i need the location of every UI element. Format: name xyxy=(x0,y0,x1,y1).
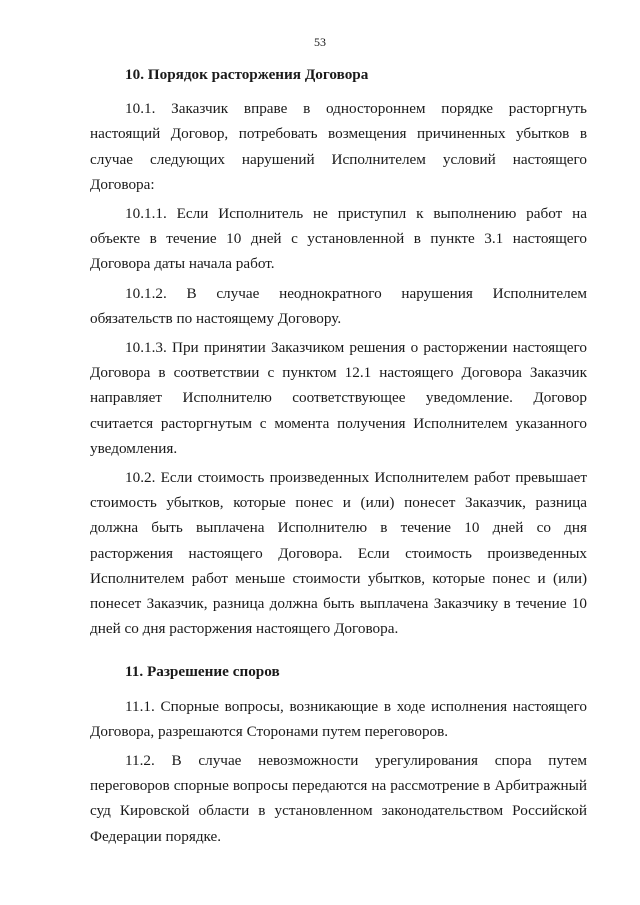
paragraph-11-1: 11.1. Спорные вопросы, возникающие в ходе исполнения настоящего Договора, разрешаются Сторонами путем переговоров. xyxy=(90,697,587,740)
paragraph-10-1-2: 10.1.2. В случае неоднократного нарушения Исполнителем обязательств по настоящему Договору. xyxy=(90,284,587,327)
paragraph-10-1: 10.1. Заказчик вправе в одностороннем порядке расторгнуть настоящий Договор, потребовать возмещения причиненных убытков в случае следующих нарушений Исполнителем условий настоящего Договора: xyxy=(90,100,587,193)
page-number: 53 xyxy=(314,35,326,49)
paragraph-10-2: 10.2. Если стоимость произведенных Исполнителем работ превышает стоимость убытков, которые понес и (или) понесет Заказчик, разница должна быть выплачена Исполнителю в течение 10 дней со дня расторжения настоящего Договора. Если стоимость произведенных Исполнителем работ меньше стоимости убытков, которые понес и (или) понесет Заказчик, разница должна быть выплачена Заказчику в течение 10 дней со дня расторжения настоящего Договора. xyxy=(90,469,587,638)
paragraph-10-1-3: 10.1.3. При принятии Заказчиком решения о расторжении настоящего Договора в соответствии с пунктом 12.1 настоящего Договора Заказчик направляет Исполнителю соответствующее уведомление. Договор считается расторгнутым с момента получения Исполнителем указанного уведомления. xyxy=(90,339,587,457)
section-10-title: 10. Порядок расторжения Договора xyxy=(125,66,369,83)
paragraph-11-2: 11.2. В случае невозможности урегулирования спора путем переговоров спорные вопросы передаются на рассмотрение в Арбитражный суд Кировской области в установленном законодательством Российской Федерации порядке. xyxy=(90,752,587,845)
page-content xyxy=(90,60,587,849)
section-11-title: 11. Разрешение споров xyxy=(125,663,280,681)
paragraph-10-1-1: 10.1.1. Если Исполнитель не приступил к выполнению работ на объекте в течение 10 дней с установленной в пункте 3.1 настоящего Договора даты начала работ. xyxy=(90,205,587,273)
